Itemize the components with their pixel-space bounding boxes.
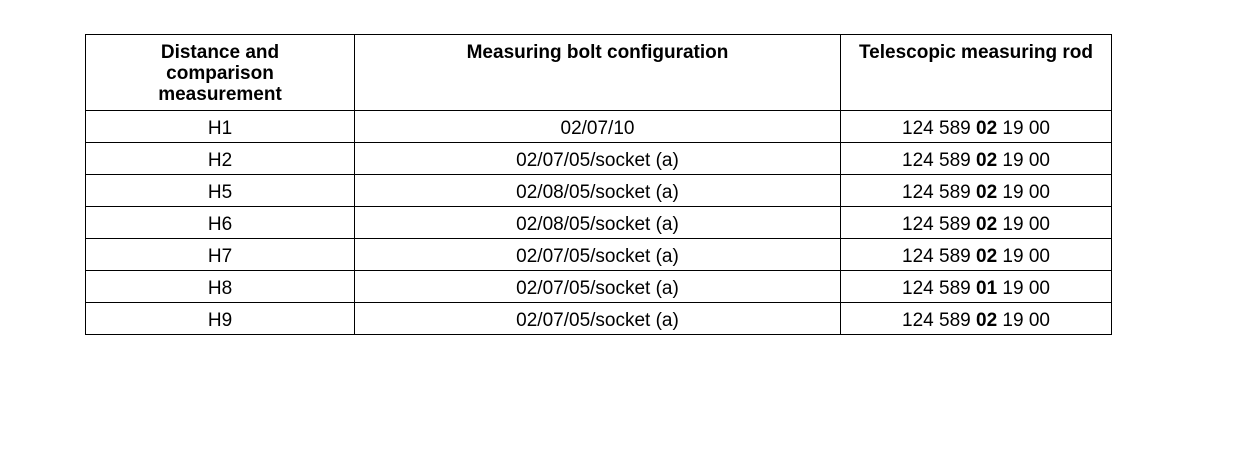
rod-number-prefix: 124 589: [902, 182, 971, 203]
cell-measurement: H9: [86, 303, 355, 335]
cell-configuration: 02/07/10: [355, 111, 841, 143]
rod-number-prefix: 124 589: [902, 278, 971, 299]
cell-measurement: H6: [86, 207, 355, 239]
cell-configuration: 02/07/05/socket (a): [355, 303, 841, 335]
cell-measurement: H2: [86, 143, 355, 175]
rod-number-variant: 02: [976, 118, 998, 139]
cell-configuration: 02/08/05/socket (a): [355, 207, 841, 239]
cell-measurement: H7: [86, 239, 355, 271]
rod-number-suffix: 19 00: [1002, 278, 1050, 299]
cell-configuration: 02/07/05/socket (a): [355, 271, 841, 303]
header-telescopic-rod: Telescopic measuring rod: [841, 35, 1112, 111]
rod-number-variant: 02: [976, 150, 998, 171]
table-row: [86, 239, 1112, 271]
cell-configuration: 02/08/05/socket (a): [355, 175, 841, 207]
cell-measurement: H1: [86, 111, 355, 143]
rod-number-suffix: 19 00: [1002, 214, 1050, 235]
rod-number-suffix: 19 00: [1002, 182, 1050, 203]
rod-number-prefix: 124 589: [902, 118, 971, 139]
header-distance-comparison: Distance and comparison measurement: [86, 35, 355, 111]
table-row: [86, 271, 1112, 303]
cell-rod-number: [841, 207, 1112, 239]
cell-rod-number: [841, 175, 1112, 207]
rod-number-prefix: 124 589: [902, 150, 971, 171]
table-header-row: [86, 35, 1112, 111]
cell-measurement: H8: [86, 271, 355, 303]
table-row: [86, 143, 1112, 175]
cell-rod-number: [841, 239, 1112, 271]
rod-number-variant: 02: [976, 182, 998, 203]
rod-number-prefix: 124 589: [902, 246, 971, 267]
rod-number-prefix: 124 589: [902, 214, 971, 235]
rod-number-variant: 02: [976, 310, 998, 331]
rod-number-suffix: 19 00: [1002, 246, 1050, 267]
cell-measurement: H5: [86, 175, 355, 207]
table-row: [86, 175, 1112, 207]
cell-rod-number: [841, 271, 1112, 303]
table-row: [86, 303, 1112, 335]
rod-number-suffix: 19 00: [1002, 150, 1050, 171]
cell-rod-number: [841, 143, 1112, 175]
cell-configuration: 02/07/05/socket (a): [355, 143, 841, 175]
cell-rod-number: [841, 303, 1112, 335]
measurement-table: [85, 34, 1112, 335]
cell-configuration: 02/07/05/socket (a): [355, 239, 841, 271]
rod-number-variant: 01: [976, 278, 998, 299]
rod-number-variant: 02: [976, 214, 998, 235]
rod-number-suffix: 19 00: [1002, 118, 1050, 139]
rod-number-variant: 02: [976, 246, 998, 267]
rod-number-suffix: 19 00: [1002, 310, 1050, 331]
table-row: [86, 207, 1112, 239]
table-row: [86, 111, 1112, 143]
rod-number-prefix: 124 589: [902, 310, 971, 331]
header-bolt-configuration: Measuring bolt configuration: [355, 35, 841, 111]
cell-rod-number: [841, 111, 1112, 143]
